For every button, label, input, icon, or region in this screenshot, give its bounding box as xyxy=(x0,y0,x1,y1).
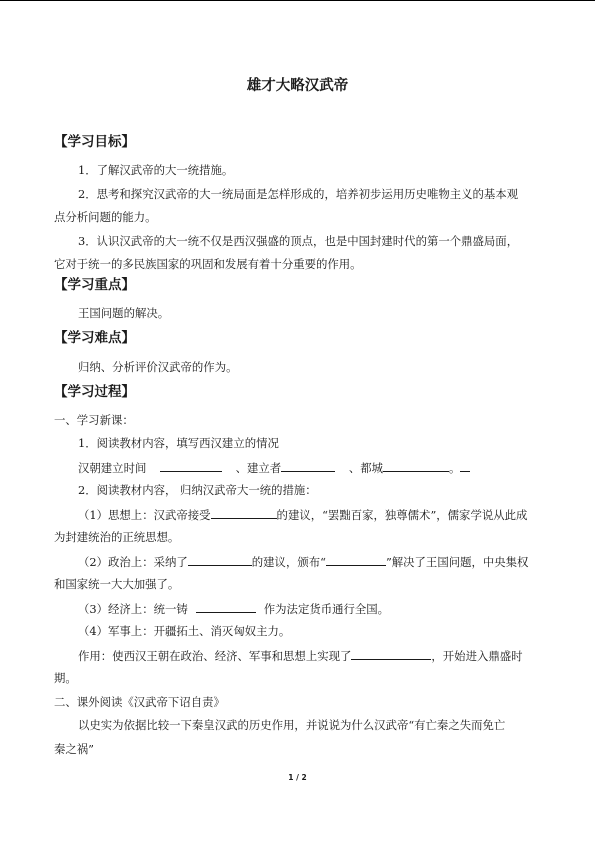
founder-blank[interactable] xyxy=(281,459,335,472)
politics-advisor-blank[interactable] xyxy=(188,553,252,566)
measure-military-line: （4）军事上：开疆拓土、消灭匈奴主力。 xyxy=(78,624,291,638)
measure-ideology-line-1 xyxy=(78,506,527,523)
ideology-blank[interactable] xyxy=(211,506,277,519)
politics-text-2: ”解决了王国问题，中央集权 xyxy=(385,555,529,569)
effect-blank[interactable] xyxy=(351,647,431,660)
period: 。 xyxy=(449,461,461,475)
top-rule xyxy=(0,0,595,1)
page-title: 雄才大略汉武帝 xyxy=(246,78,349,94)
founding-time-label: 汉朝建立时间 xyxy=(78,461,147,475)
process-part-2-heading: 二、课外阅读《汉武帝下诏自责》 xyxy=(54,695,225,709)
founding-time-blank[interactable] xyxy=(160,459,222,472)
economy-text: 作为法定货币通行全国。 xyxy=(263,602,390,616)
effect-text: ，开始进入鼎盛时 xyxy=(431,649,523,663)
process-item-1: 1．阅读教材内容，填写西汉建立的情况 xyxy=(78,436,279,450)
founding-fill-line xyxy=(78,459,470,476)
politics-label: （2）政治上：采纳了 xyxy=(78,555,188,569)
politics-text-1: 的建议，颁布“ xyxy=(251,555,326,569)
capital-blank-tail xyxy=(460,459,470,472)
economy-label: （3）经济上：统一铸 xyxy=(78,602,188,616)
section-heading-goal: 【学习目标】 xyxy=(54,134,135,150)
goal-item-3-line-1: 3．认识汉武帝的大一统不仅是西汉强盛的顶点，也是中国封建时代的第一个鼎盛局面， xyxy=(78,234,519,248)
difficult-point-text: 归纳、分析评价汉武帝的作为。 xyxy=(78,360,238,374)
goal-item-2-line-2: 点分析问题的能力。 xyxy=(54,210,157,224)
capital-blank[interactable] xyxy=(383,459,449,472)
effect-line-2: 期。 xyxy=(54,671,77,685)
goal-item-1: 1．了解汉武帝的大一统措施。 xyxy=(78,163,234,177)
key-point-text: 王国问题的解决。 xyxy=(78,306,170,320)
measure-politics-line-1 xyxy=(78,553,528,570)
section-heading-difficult: 【学习难点】 xyxy=(54,330,135,346)
goal-item-3-line-2: 它对于统一的多民族国家的巩固和发展有着十分重要的作用。 xyxy=(54,257,362,271)
effect-label: 作用：使西汉王朝在政治、经济、军事和思想上实现了 xyxy=(78,649,352,663)
page-number: 1 / 2 xyxy=(288,773,307,782)
economy-blank[interactable] xyxy=(196,600,256,613)
ideology-text: 的建议，“罢黜百家，独尊儒术”，儒家学说从此成 xyxy=(276,508,528,522)
measure-ideology-line-2: 为封建统治的正统思想。 xyxy=(54,530,180,544)
measure-politics-line-2: 和国家统一大大加强了。 xyxy=(54,577,180,591)
effect-line-1 xyxy=(78,647,523,664)
process-part-1-heading: 一、学习新课： xyxy=(54,413,134,427)
ideology-label: （1）思想上：汉武帝接受 xyxy=(78,508,211,522)
reading-question-line-1: 以史实为依据比较一下秦皇汉武的历史作用，并说说为什么汉武帝“有亡秦之失而免亡 xyxy=(78,718,506,732)
section-heading-process: 【学习过程】 xyxy=(54,384,135,400)
reading-question-line-2: 秦之祸” xyxy=(54,742,94,756)
section-heading-key: 【学习重点】 xyxy=(54,277,135,293)
politics-decree-blank[interactable] xyxy=(326,553,386,566)
founder-label: 、建立者 xyxy=(235,461,282,475)
measure-economy-line xyxy=(78,600,389,617)
capital-label: 、都城 xyxy=(348,461,383,475)
process-item-2: 2．阅读教材内容， 归纳汉武帝大一统的措施： xyxy=(78,483,317,497)
goal-item-2-line-1: 2．思考和探究汉武帝的大一统局面是怎样形成的，培养初步运用历史唯物主义的基本观 xyxy=(78,187,519,201)
